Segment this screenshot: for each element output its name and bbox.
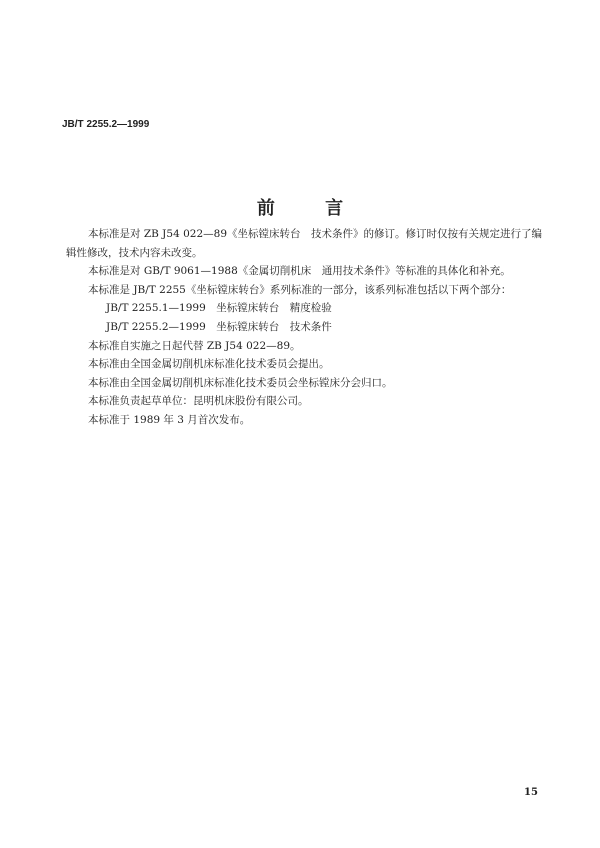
paragraph: 本标准负责起草单位：昆明机床股份有限公司。	[88, 395, 309, 408]
paragraph: 本标准由全国金属切削机床标准化技术委员会坐标镗床分会归口。	[88, 376, 393, 389]
paragraph: 本标准于 1989 年 3 月首次发布。	[88, 413, 251, 426]
paragraph: 本标准是 JB/T 2255《坐标镗床转台》系列标准的一部分，该系列标准包括以下两个部分：	[88, 283, 512, 296]
paragraph: 本标准自实施之日起代替 ZB J54 022—89。	[88, 339, 301, 352]
foreword-body	[66, 225, 546, 430]
paragraph: 本标准由全国金属切削机床标准化技术委员会提出。	[88, 358, 330, 371]
part-item: JB/T 2255.2—1999 坐标镗床转台 技术条件	[106, 320, 332, 333]
page-number: 15	[524, 787, 538, 798]
standard-number-header: JB/T 2255.2—1999	[62, 119, 150, 130]
paragraph: 本标准是对 ZB J54 022—89《坐标镗床转台 技术条件》的修订。修订时仅按有关规定进行了编辑性修改，技术内容未改变。	[66, 228, 542, 259]
paragraph: 本标准是对 GB/T 9061—1988《金属切削机床 通用技术条件》等标准的具体化和补充。	[88, 265, 511, 278]
page-title: 前 言	[256, 198, 366, 219]
part-item: JB/T 2255.1—1999 坐标镗床转台 精度检验	[106, 302, 332, 315]
